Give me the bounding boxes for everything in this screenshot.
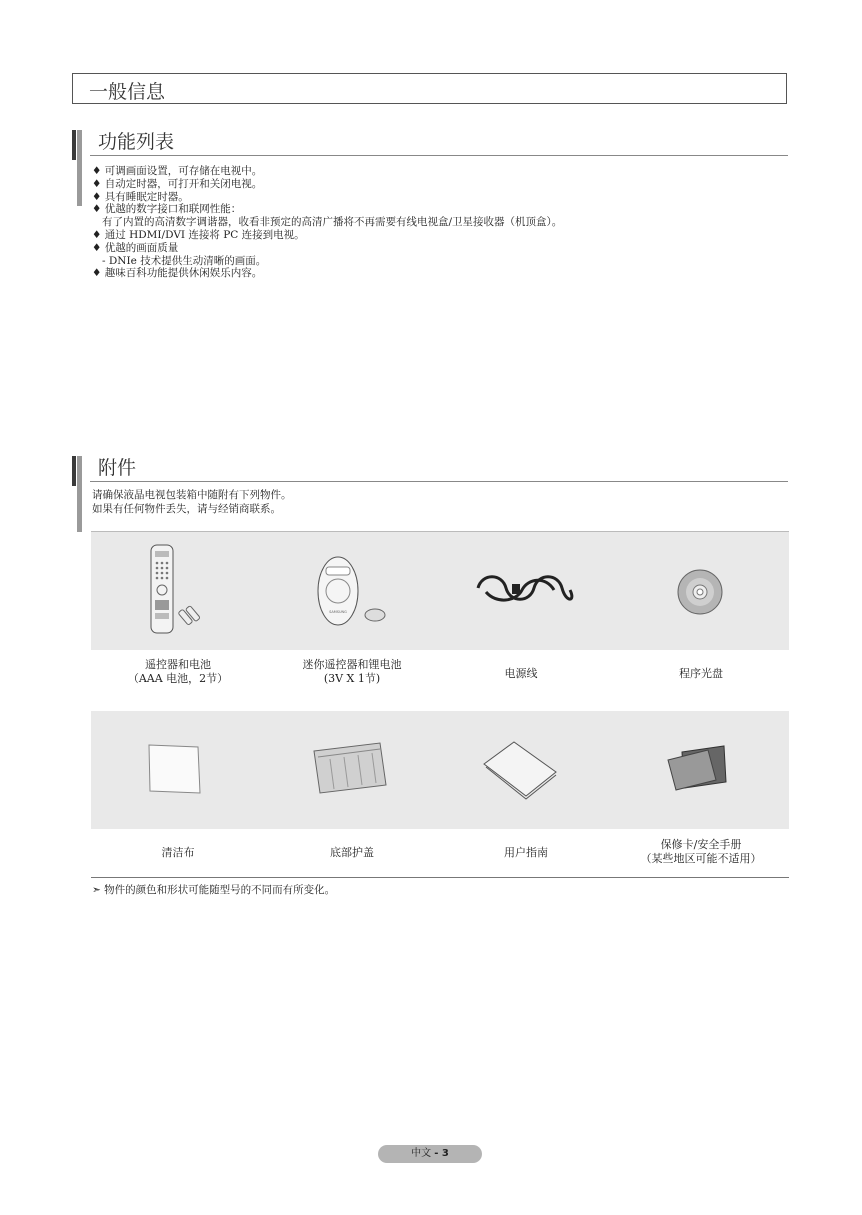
- accessory-label: 迷你遥控器和锂电池 (3V X 1节): [302, 658, 402, 685]
- intro-line: 请确保液晶电视包装箱中随附有下列物件。: [92, 489, 292, 501]
- features-title: 功能列表: [98, 131, 175, 153]
- accessory-label: 底部护盖: [330, 846, 374, 859]
- accessories-intro: [92, 488, 292, 516]
- page-title: 一般信息: [89, 81, 166, 103]
- bottom-cover-icon: [310, 739, 390, 795]
- feature-item: ♦ 优越的画面质量: [92, 241, 179, 254]
- power-cord-icon: [472, 568, 582, 608]
- feature-item: - DNIe 技术提供生动清晰的画面。: [102, 254, 267, 267]
- page-header-box: [72, 73, 787, 104]
- warranty-card-icon: [664, 742, 730, 792]
- accessory-label: 程序光盘: [679, 667, 723, 680]
- accessory-label: 保修卡/安全手册 （某些地区可能不适用）: [640, 838, 762, 865]
- accessory-label: 用户指南: [504, 846, 548, 859]
- feature-item: ♦ 优越的数字接口和联网性能：: [92, 203, 242, 216]
- feature-item: ♦ 自动定时器，可打开和关闭电视。: [92, 177, 263, 190]
- accessory-label: 清洁布: [161, 846, 195, 859]
- remote-control-icon: [140, 543, 210, 637]
- divider: [91, 877, 789, 878]
- accessory-label: 遥控器和电池 （AAA 电池，2节）: [127, 658, 229, 685]
- mini-remote-brand: SAMSUNG: [329, 610, 347, 614]
- accessories-note: ➣ 物件的颜色和形状可能随型号的不同而有所变化。: [92, 884, 336, 896]
- accessory-label: 电源线: [504, 667, 538, 680]
- page-number-badge: [378, 1145, 482, 1163]
- feature-item: 有了内置的高清数字调谐器，收看非预定的高清广播将不再需要有线电视盒/卫星接收器（机顶盒）。: [102, 216, 563, 229]
- feature-item: ♦ 具有睡眠定时器。: [92, 190, 189, 203]
- cleaning-cloth-icon: [146, 743, 206, 798]
- feature-item: ♦ 可调画面设置，可存储在电视中。: [92, 165, 263, 177]
- mini-remote-icon: [314, 553, 384, 633]
- cd-disc-icon: [676, 568, 726, 618]
- feature-item: ♦ 趣味百科功能提供休闲娱乐内容。: [92, 267, 263, 280]
- features-list: [92, 165, 792, 280]
- feature-item: ♦ 通过 HDMI/DVI 连接将 PC 连接到电视。: [92, 228, 305, 241]
- footer-language: 中文: [411, 1148, 432, 1159]
- page-number: - 3: [434, 1148, 449, 1159]
- accessories-title: 附件: [98, 457, 137, 479]
- intro-line: 如果有任何物件丢失，请与经销商联系。: [92, 503, 281, 515]
- user-manual-icon: [480, 740, 560, 800]
